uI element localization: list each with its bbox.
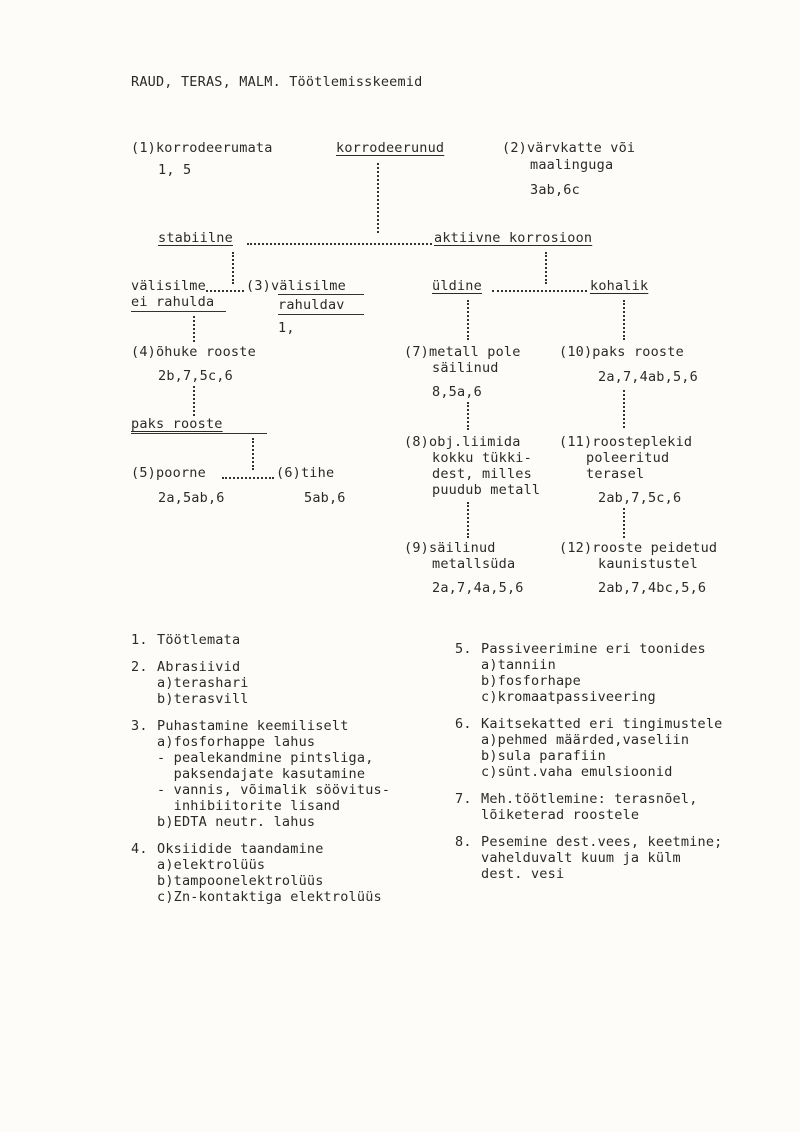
legend-line: - pealekandmine pintsliga, (157, 750, 374, 766)
connector-dots (623, 508, 625, 538)
legend-item (131, 632, 431, 648)
node-12-codes: 2ab,7,4bc,5,6 (598, 580, 707, 596)
page-title: RAUD, TERAS, MALM. Töötlemisskeemid (131, 74, 423, 90)
legend-item (131, 841, 431, 905)
legend-line: dest. vesi (481, 866, 565, 882)
connector-dots (222, 477, 274, 479)
connector-dots (193, 316, 195, 342)
connector-dots (545, 252, 547, 284)
legend-line: Meh.töötlemine: terasnõel, (481, 791, 698, 807)
node-5: (5)poorne (131, 465, 206, 481)
legend-item (455, 834, 785, 882)
node-2-line2: maalinguga (530, 157, 614, 173)
node-8-line1: (8)obj.liimida (404, 434, 521, 450)
legend-line: inhibiitorite lisand (157, 798, 341, 814)
node-7-codes: 8,5a,6 (432, 384, 482, 400)
node-valisilme-1b: ei rahulda (131, 294, 215, 310)
legend-line: c)sünt.vaha emulsioonid (481, 764, 673, 780)
legend-number: 7. (455, 791, 472, 807)
connector-dots (377, 163, 379, 233)
legend-number: 3. (131, 718, 148, 734)
legend-line: Kaitsekatted eri tingimustele (481, 716, 723, 732)
legend-line: a)tanniin (481, 657, 556, 673)
connector-dots (193, 386, 195, 416)
legend-line: Pesemine dest.vees, keetmine; (481, 834, 723, 850)
legend-line: b)fosforhape (481, 673, 581, 689)
legend-line: Abrasiivid (157, 659, 241, 675)
legend-line: a)pehmed määrded,vaseliin (481, 732, 690, 748)
node-6-codes: 5ab,6 (304, 490, 346, 506)
legend-number: 2. (131, 659, 148, 675)
node-10-codes: 2a,7,4ab,5,6 (598, 369, 698, 385)
node-11-codes: 2ab,7,5c,6 (598, 490, 682, 506)
connector-dots (467, 502, 469, 538)
underline (278, 314, 364, 315)
legend-line: a)terashari (157, 675, 249, 691)
node-korrodeerunud: korrodeerunud (336, 140, 445, 156)
connector-dots (623, 300, 625, 340)
legend-item (455, 716, 785, 780)
legend-right (455, 641, 785, 893)
legend-left (131, 632, 431, 916)
legend-item (455, 791, 785, 823)
legend-line: a)elektrolüüs (157, 857, 266, 873)
node-6: (6)tihe (276, 465, 335, 481)
connector-dots (492, 290, 587, 292)
legend-number: 1. (131, 632, 148, 648)
legend-line: c)Zn-kontaktiga elektrolüüs (157, 889, 382, 905)
legend-line: c)kromaatpassiveering (481, 689, 656, 705)
connector-dots (206, 290, 244, 292)
connector-dots (623, 390, 625, 428)
node-9-codes: 2a,7,4a,5,6 (432, 580, 524, 596)
node-11-line1: (11)roosteplekid (559, 434, 693, 450)
node-3-codes: 1, (278, 320, 295, 336)
node-paks-rooste: paks rooste (131, 416, 223, 432)
node-7-line2: säilinud (432, 360, 499, 376)
node-8-line3: dest, milles (432, 466, 532, 482)
legend-line: paksendajate kasutamine (157, 766, 366, 782)
legend-line: vahelduvalt kuum ja külm (481, 850, 681, 866)
node-9-line2: metallsüda (432, 556, 516, 572)
legend-line: b)sula parafiin (481, 748, 606, 764)
legend-number: 8. (455, 834, 472, 850)
legend-item (131, 659, 431, 707)
node-11-line2: poleeritud (586, 450, 670, 466)
node-4: (4)õhuke rooste (131, 344, 256, 360)
legend-item (455, 641, 785, 705)
node-10: (10)paks rooste (559, 344, 684, 360)
node-7-line1: (7)metall pole (404, 344, 521, 360)
node-4-codes: 2b,7,5c,6 (158, 368, 233, 384)
node-stabiilne: stabiilne (158, 230, 233, 246)
legend-number: 4. (131, 841, 148, 857)
legend-line: Oksiidide taandamine (157, 841, 324, 857)
legend-line: Passiveerimine eri toonides (481, 641, 706, 657)
node-9-line1: (9)säilinud (404, 540, 496, 556)
connector-dots (467, 402, 469, 430)
legend-line: b)EDTA neutr. lahus (157, 814, 316, 830)
legend-line: - vannis, võimalik söövitus- (157, 782, 391, 798)
legend-line: b)tampoonelektrolüüs (157, 873, 324, 889)
node-12-line2: kaunistustel (598, 556, 698, 572)
underline (131, 433, 267, 434)
node-2-line1: (2)värvkatte või (502, 140, 636, 156)
legend-line: lõiketerad roostele (481, 807, 640, 823)
underline (278, 294, 364, 295)
node-2-codes: 3ab,6c (530, 182, 580, 198)
legend-line: Puhastamine keemiliselt (157, 718, 349, 734)
node-8-line4: puudub metall (432, 482, 541, 498)
node-12-line1: (12)rooste peidetud (559, 540, 718, 556)
node-11-line3: terasel (586, 466, 645, 482)
underline (131, 311, 226, 312)
node-valisilme-1: välisilme (131, 278, 206, 294)
connector-dots (247, 243, 432, 245)
connector-dots (467, 300, 469, 340)
node-aktiivne: aktiivne korrosioon (434, 230, 593, 246)
node-3-line2: rahuldav (278, 297, 345, 313)
node-uldine: üldine (432, 278, 482, 294)
connector-dots (232, 252, 234, 284)
node-5-codes: 2a,5ab,6 (158, 490, 225, 506)
legend-number: 5. (455, 641, 472, 657)
node-3-line1: (3)välisilme (246, 278, 346, 294)
legend-line: Töötlemata (157, 632, 241, 648)
node-1: (1)korrodeerumata (131, 140, 273, 156)
legend-number: 6. (455, 716, 472, 732)
connector-dots (252, 438, 254, 470)
node-8-line2: kokku tükki- (432, 450, 532, 466)
legend-line: b)terasvill (157, 691, 249, 707)
node-1-codes: 1, 5 (158, 162, 192, 178)
node-kohalik: kohalik (590, 278, 649, 294)
legend-line: a)fosforhappe lahus (157, 734, 316, 750)
legend-item (131, 718, 431, 830)
